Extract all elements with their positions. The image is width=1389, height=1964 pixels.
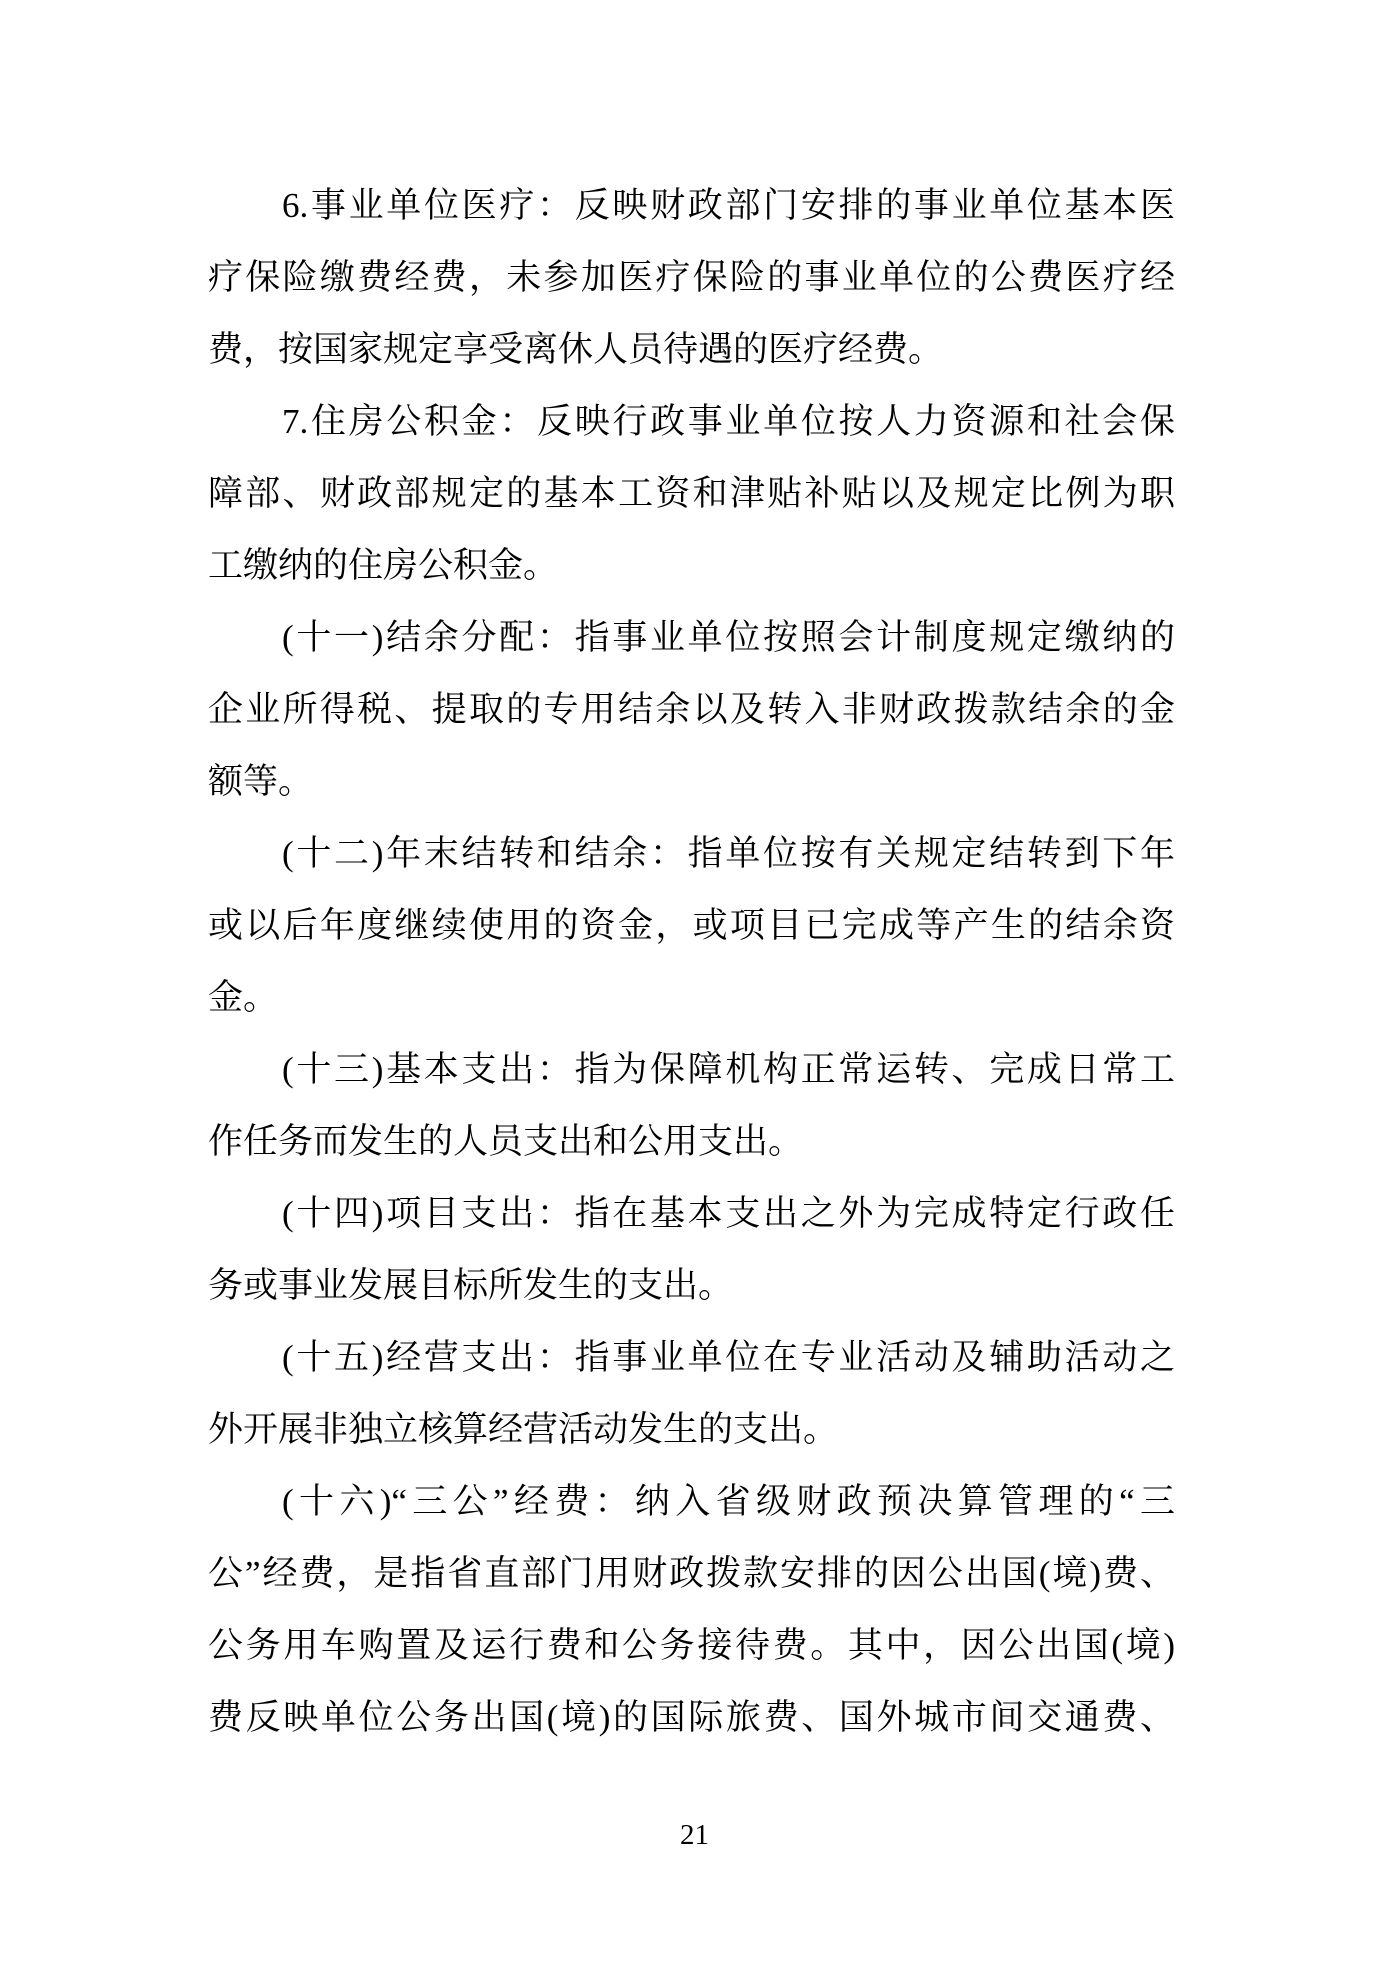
paragraph-term-15-operating-expenditure	[208, 1322, 1175, 1466]
page-number: 21	[680, 1819, 709, 1851]
text-line: 7.住房公积金：反映行政事业单位按人力资源和社会保	[282, 402, 1175, 441]
paragraph-term-16-three-public-funds	[208, 1466, 1175, 1754]
text-line: 作任务而发生的人员支出和公用支出。	[208, 1122, 804, 1161]
text-line: (十四)项目支出：指在基本支出之外为完成特定行政任	[282, 1194, 1175, 1233]
text-line: 或以后年度继续使用的资金，或项目已完成等产生的结余资	[208, 906, 1175, 945]
text-line: 金。	[208, 978, 279, 1017]
text-line: 疗保险缴费经费，未参加医疗保险的事业单位的公费医疗经	[208, 258, 1175, 297]
text-line: 工缴纳的住房公积金。	[208, 546, 559, 585]
text-line: 务或事业发展目标所发生的支出。	[208, 1266, 734, 1305]
paragraph-item-7-housing-fund	[208, 386, 1175, 602]
text-line: 6.事业单位医疗：反映财政部门安排的事业单位基本医	[282, 186, 1175, 225]
text-line: (十三)基本支出：指为保障机构正常运转、完成日常工	[282, 1050, 1175, 1089]
text-line: (十一)结余分配：指事业单位按照会计制度规定缴纳的	[282, 618, 1175, 657]
text-line: 障部、财政部规定的基本工资和津贴补贴以及规定比例为职	[208, 474, 1175, 513]
paragraph-term-11-surplus-distribution	[208, 602, 1175, 818]
text-block	[208, 170, 1175, 1754]
text-line: 费，按国家规定享受离休人员待遇的医疗经费。	[208, 330, 944, 369]
text-line: (十六)“三公”经费：纳入省级财政预决算管理的“三	[282, 1482, 1175, 1521]
text-line: 费反映单位公务出国(境)的国际旅费、国外城市间交通费、	[208, 1698, 1175, 1737]
paragraph-term-14-project-expenditure	[208, 1178, 1175, 1322]
text-line: (十五)经营支出：指事业单位在专业活动及辅助活动之	[282, 1338, 1175, 1377]
paragraph-term-13-basic-expenditure	[208, 1034, 1175, 1178]
text-line: 公务用车购置及运行费和公务接待费。其中，因公出国(境)	[208, 1626, 1175, 1665]
paragraph-term-12-year-end-carryover	[208, 818, 1175, 1034]
text-line: (十二)年末结转和结余：指单位按有关规定结转到下年	[282, 834, 1175, 873]
paragraph-item-6-medical	[208, 170, 1175, 386]
text-line: 额等。	[208, 762, 314, 801]
text-line: 公”经费，是指省直部门用财政拨款安排的因公出国(境)费、	[208, 1554, 1175, 1593]
text-line: 外开展非独立核算经营活动发生的支出。	[208, 1410, 839, 1449]
text-line: 企业所得税、提取的专用结余以及转入非财政拨款结余的金	[208, 690, 1175, 729]
